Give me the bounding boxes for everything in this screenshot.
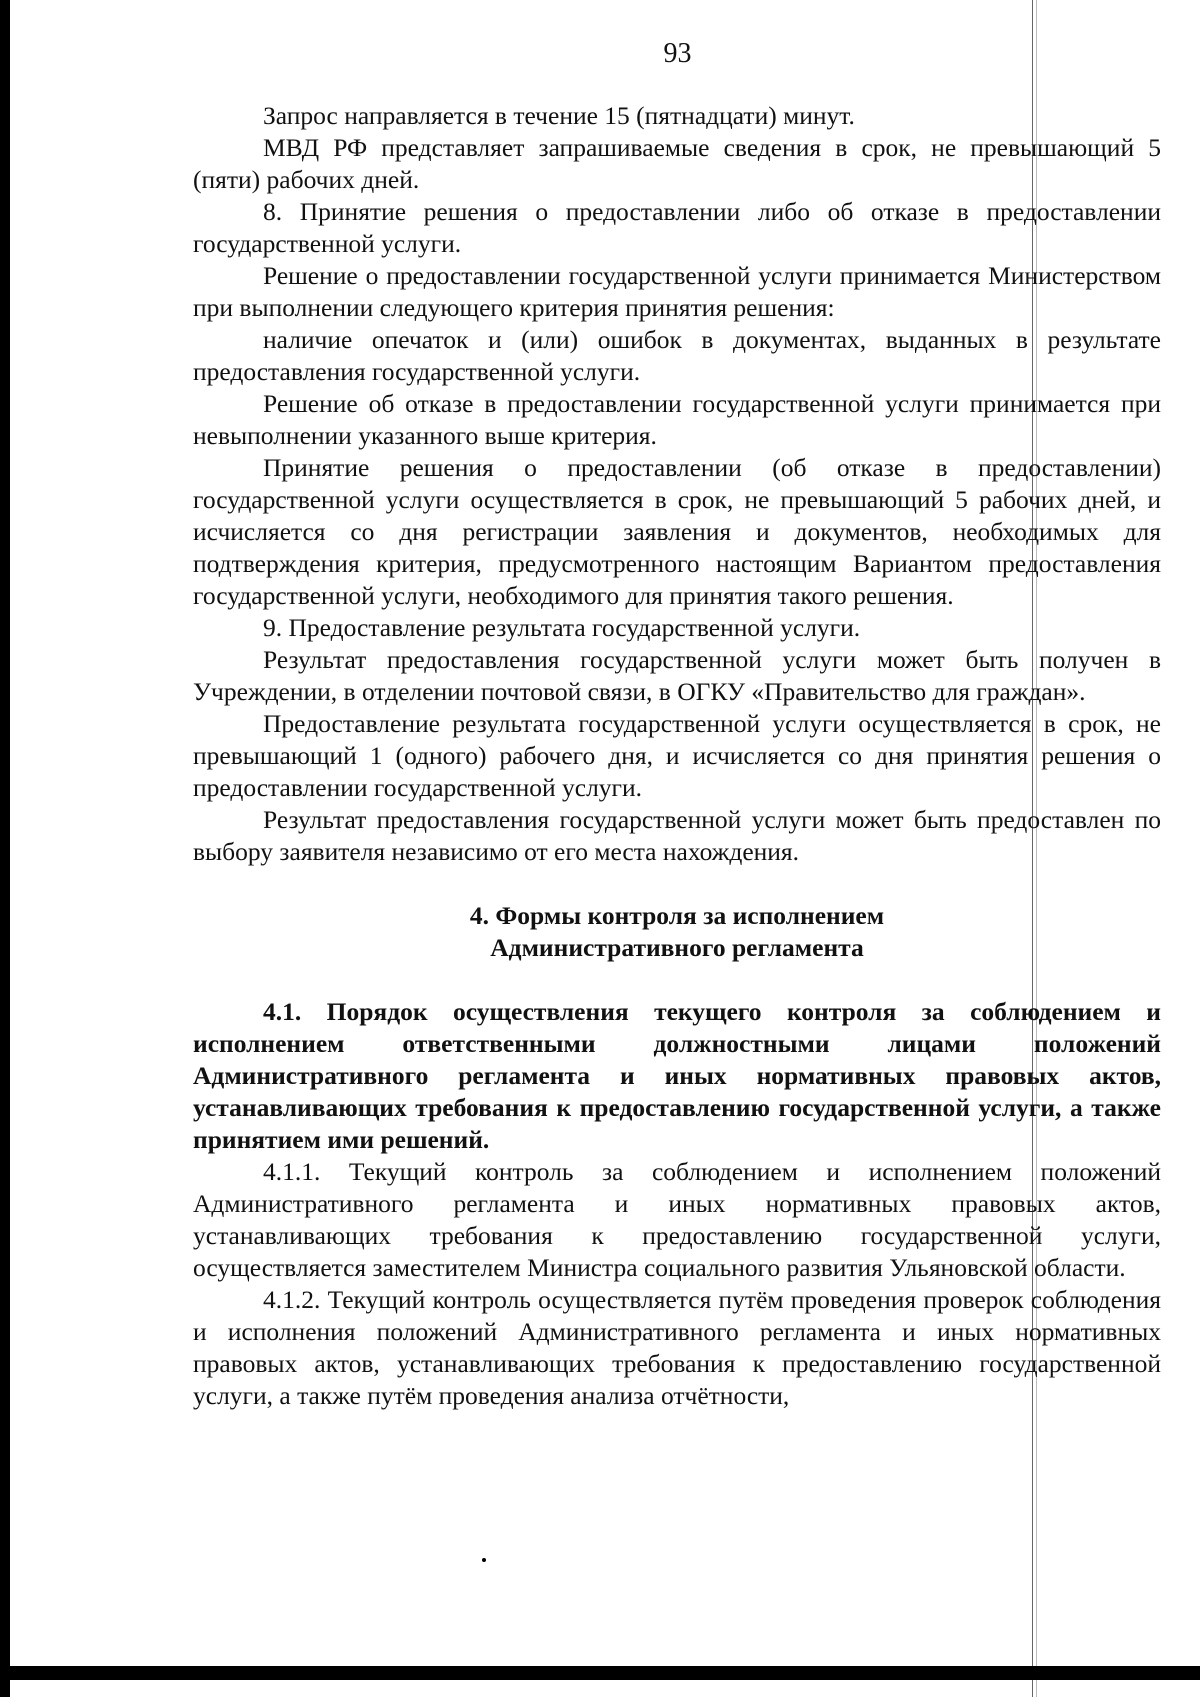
spacer <box>193 964 1161 996</box>
scan-speck <box>482 1558 486 1562</box>
document-body <box>193 100 1161 1412</box>
paragraph: Решение об отказе в предоставлении государственной услуги принимается при невыполнении указанного выше критерия. <box>193 389 1161 450</box>
paragraph: Запрос направляется в течение 15 (пятнадцати) минут. <box>263 101 855 130</box>
scan-bottom-border <box>0 1666 1200 1680</box>
paragraph: 8. Принятие решения о предоставлении либо об отказе в предоставлении государственной услуги. <box>193 197 1161 258</box>
paragraph: Решение о предоставлении государственной услуги принимается Министерством при выполнении следующего критерия принятия решения: <box>193 261 1161 322</box>
paragraph: 4.1.2. Текущий контроль осуществляется путём проведения проверок соблюдения и исполнения положений Административного регламента и иных нормативных правовых актов, устанавливающих требования к предоставлению государственной услуги, а также путём проведения анализа отчётности, <box>193 1285 1161 1410</box>
paragraph: Результат предоставления государственной услуги может быть предоставлен по выбору заявителя независимо от его места нахождения. <box>193 805 1161 866</box>
paragraph: 4.1.1. Текущий контроль за соблюдением и исполнением положений Административного регламента и иных нормативных правовых актов, устанавливающих требования к предоставлению государственной услуги, осуществляется заместителем Министра социального развития Ульяновской области. <box>193 1157 1161 1282</box>
paragraph: 9. Предоставление результата государственной услуги. <box>263 613 861 642</box>
scan-left-border <box>0 0 10 1697</box>
section-heading: 4. Формы контроля за исполнением <box>469 901 885 930</box>
paragraph: Предоставление результата государственной услуги осуществляется в срок, не превышающий 1 (одного) рабочего дня, и исчисляется со дня принятия решения о предоставлении государственной услуги. <box>193 709 1161 802</box>
spacer <box>193 868 1161 900</box>
paragraph: Принятие решения о предоставлении (об отказе в предоставлении) государственной услуги осуществляется в срок, не превышающий 5 рабочих дней, и исчисляется со дня регистрации заявления и документов, необходимых для подтверждения критерия, предусмотренного настоящим Вариантом предоставления государственной услуги, необходимого для принятия такого решения. <box>193 453 1161 610</box>
paragraph: наличие опечаток и (или) ошибок в документах, выданных в результате предоставления государственной услуги. <box>193 325 1161 386</box>
subsection-heading: 4.1. Порядок осуществления текущего контроля за соблюдением и исполнением ответственными должностными лицами положений Административного регламента и иных нормативных правовых актов, устанавливающих требования к предоставлению государственной услуги, а также принятием ими решений. <box>193 997 1161 1154</box>
paragraph: МВД РФ представляет запрашиваемые сведения в срок, не превышающий 5 (пяти) рабочих дней. <box>193 133 1161 194</box>
page-number: 93 <box>663 38 692 69</box>
section-heading: Административного регламента <box>490 933 864 962</box>
paragraph: Результат предоставления государственной услуги может быть получен в Учреждении, в отделении почтовой связи, в ОГКУ «Правительство для граждан». <box>193 645 1161 706</box>
